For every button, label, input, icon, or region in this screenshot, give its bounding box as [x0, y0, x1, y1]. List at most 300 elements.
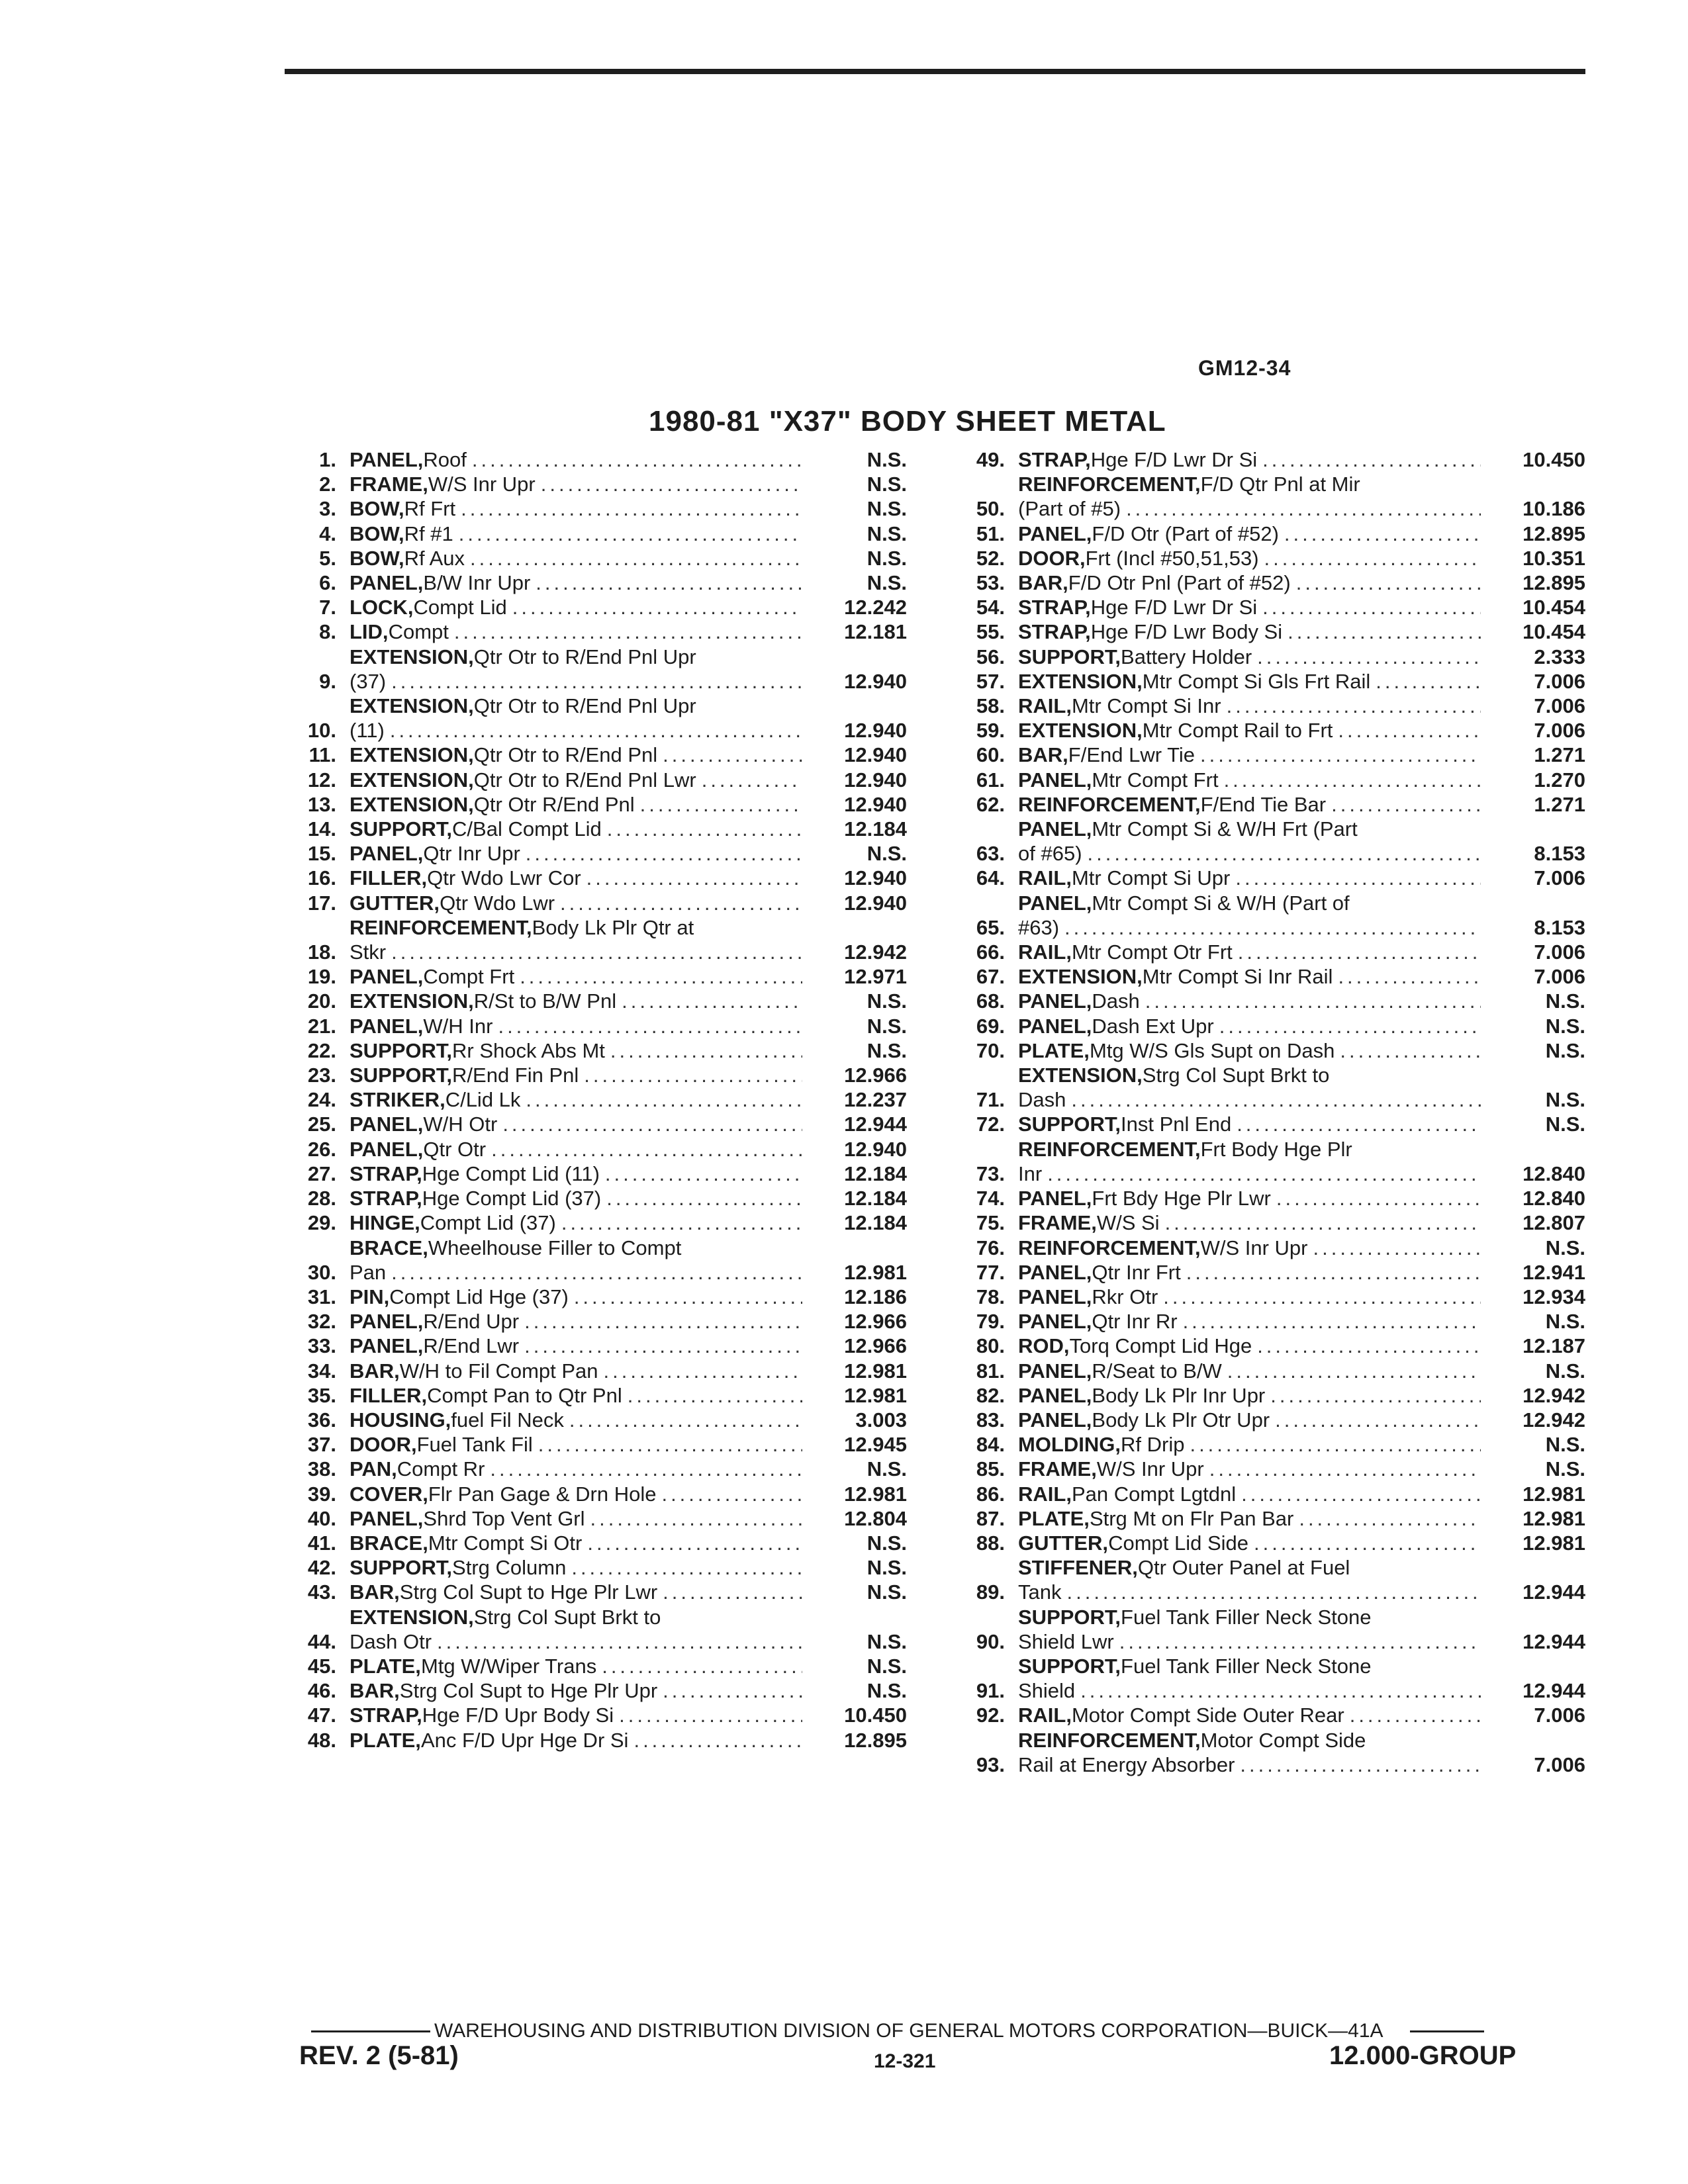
parts-list-item	[933, 1210, 1585, 1235]
parts-list-item	[933, 694, 1585, 718]
item-description	[350, 1703, 808, 1727]
item-reference: 12.242	[844, 596, 907, 619]
item-category: REINFORCEMENT,	[1018, 473, 1201, 496]
parts-list-item	[933, 989, 1585, 1013]
item-category: PANEL,	[1018, 1310, 1092, 1334]
item-category: PANEL,	[1018, 1187, 1092, 1210]
item-number: 53.	[976, 571, 1005, 595]
item-number: 64.	[976, 866, 1005, 890]
item-description	[1018, 669, 1486, 694]
item-text: Dash Ext Upr	[1092, 1014, 1214, 1038]
item-line	[350, 1038, 808, 1063]
parts-list-item	[265, 472, 907, 496]
item-description	[350, 1482, 808, 1506]
parts-list-item	[933, 768, 1585, 792]
item-category: STIFFENER,	[1018, 1556, 1138, 1580]
item-number: 44.	[307, 1629, 336, 1653]
parts-list-item	[265, 1087, 907, 1112]
item-number: 29.	[307, 1211, 336, 1235]
leader-dots	[1288, 619, 1481, 644]
item-number: 71.	[976, 1088, 1005, 1112]
leader-dots	[526, 1087, 802, 1112]
item-category: BOW,	[350, 497, 404, 521]
item-line	[350, 496, 808, 521]
item-description	[350, 1014, 808, 1038]
item-text-continued: Tank	[1018, 1580, 1062, 1604]
item-text: C/Bal Compt Lid	[452, 817, 602, 841]
item-reference: 12.944	[1523, 1580, 1585, 1604]
parts-list-item	[265, 1678, 907, 1703]
item-line	[350, 619, 808, 644]
leader-dots	[1126, 496, 1481, 521]
item-text: F/End Tie Bar	[1200, 792, 1327, 816]
item-line	[350, 1678, 808, 1703]
item-reference: N.S.	[867, 1580, 907, 1604]
item-line	[1018, 522, 1486, 546]
item-text: Mtr Compt Si & W/H Frt (Part	[1092, 817, 1358, 841]
item-description	[350, 619, 808, 644]
item-line	[350, 1161, 808, 1186]
parts-list-item	[933, 1063, 1585, 1112]
parts-list-item	[265, 694, 907, 743]
item-text-continued: Dash	[1018, 1088, 1066, 1112]
item-text-continued: (11)	[350, 719, 385, 743]
item-line	[350, 989, 808, 1013]
leader-dots	[1119, 1629, 1481, 1654]
item-line	[1018, 595, 1486, 619]
item-line	[1018, 817, 1486, 841]
item-reference: 7.006	[1534, 694, 1585, 718]
item-number: 65.	[976, 915, 1005, 939]
parts-list-left	[265, 447, 907, 1752]
item-line	[350, 1408, 808, 1432]
item-description	[1018, 447, 1486, 472]
item-category: PIN,	[350, 1285, 390, 1308]
item-number: 11.	[308, 743, 336, 767]
item-reference: 12.981	[844, 1260, 907, 1284]
item-category: PANEL,	[350, 1014, 424, 1038]
item-text: Inst Pnl End	[1121, 1113, 1232, 1136]
item-reference: N.S.	[867, 522, 907, 545]
item-number: 56.	[976, 645, 1005, 668]
item-text: Anc F/D Upr Hge Dr Si	[420, 1728, 629, 1752]
item-text: Qtr Wdo Lwr Cor	[427, 866, 581, 890]
item-line	[1018, 472, 1486, 496]
item-reference: N.S.	[867, 1679, 907, 1703]
item-text: C/Lid Lk	[445, 1088, 521, 1112]
item-reference: 12.895	[844, 1728, 907, 1752]
item-number: 30.	[307, 1260, 336, 1284]
item-category: HINGE,	[350, 1211, 420, 1235]
item-description	[350, 841, 808, 866]
item-reference: 10.186	[1523, 497, 1585, 521]
item-number: 59.	[976, 719, 1005, 743]
item-category: STRAP,	[350, 1161, 422, 1185]
item-reference: 10.454	[1523, 620, 1585, 644]
parts-list-item	[265, 891, 907, 915]
item-category: FILLER,	[350, 1383, 428, 1407]
leader-dots	[538, 1432, 802, 1457]
item-category: SUPPORT,	[1018, 1113, 1121, 1136]
item-description	[350, 1038, 808, 1063]
item-number: 79.	[976, 1310, 1005, 1334]
footer-division: WAREHOUSING AND DISTRIBUTION DIVISION OF GENERAL MOTORS CORPORATION—BUICK—41A	[434, 2020, 1383, 2042]
item-description	[1018, 817, 1486, 866]
item-reference: N.S.	[867, 1556, 907, 1580]
item-text: Qtr Otr to R/End Pnl Upr	[473, 694, 696, 718]
parts-list-item	[265, 1236, 907, 1285]
leader-dots	[459, 522, 802, 546]
item-reference: 12.807	[1523, 1211, 1585, 1235]
item-number: 34.	[307, 1359, 336, 1383]
item-text: Strg Column	[452, 1556, 567, 1580]
item-description	[350, 595, 808, 619]
item-category: EXTENSION,	[350, 768, 474, 792]
item-reference: 12.981	[1523, 1482, 1585, 1506]
item-text: Mtg W/S Gls Supt on Dash	[1089, 1038, 1335, 1062]
parts-list-item	[933, 866, 1585, 890]
item-category: HOUSING,	[350, 1408, 451, 1432]
item-category: PANEL,	[1018, 1285, 1092, 1308]
item-line	[350, 1236, 808, 1260]
item-text: Mtr Compt Si Upr	[1071, 866, 1231, 890]
item-line	[350, 1605, 808, 1629]
item-text: Mtr Compt Si & W/H (Part of	[1092, 891, 1350, 915]
item-line	[1018, 1457, 1486, 1481]
item-number: 1.	[319, 448, 336, 471]
item-number: 43.	[307, 1580, 336, 1604]
item-reference: 7.006	[1534, 866, 1585, 890]
item-category: PANEL,	[1018, 1359, 1092, 1383]
parts-list-right	[933, 447, 1585, 1777]
item-reference: 7.006	[1534, 1752, 1585, 1776]
item-text: Mtr Compt Si Otr	[428, 1531, 583, 1555]
item-reference: 8.153	[1534, 915, 1585, 939]
parts-list-item	[265, 1605, 907, 1654]
item-reference: 12.804	[844, 1506, 907, 1530]
leader-dots	[1227, 1359, 1481, 1383]
item-number: 21.	[307, 1014, 336, 1038]
item-category: RAIL,	[1018, 940, 1072, 964]
item-reference: N.S.	[867, 546, 907, 570]
parts-list-item	[265, 1728, 907, 1752]
parts-list-item	[933, 1038, 1585, 1063]
item-description	[350, 472, 808, 496]
item-line-continued	[350, 940, 808, 964]
item-reference: 12.971	[844, 965, 907, 989]
item-line	[1018, 1506, 1486, 1531]
item-reference: 12.940	[844, 1137, 907, 1161]
item-number: 13.	[307, 792, 336, 816]
item-description	[350, 694, 808, 743]
item-number: 24.	[307, 1088, 336, 1112]
leader-dots	[619, 1703, 802, 1727]
leader-dots	[391, 940, 802, 964]
item-category: EXTENSION,	[350, 1605, 474, 1629]
item-text: W/H to Fil Compt Pan	[399, 1359, 598, 1383]
item-line	[350, 1137, 808, 1161]
item-reference: 12.184	[844, 1187, 907, 1210]
item-category: ROD,	[1018, 1334, 1070, 1358]
footer-division-line	[311, 2020, 1556, 2042]
item-number: 28.	[307, 1187, 336, 1210]
item-category: BAR,	[1018, 571, 1068, 595]
item-reference: 10.450	[1523, 448, 1585, 471]
item-reference: N.S.	[1545, 1359, 1585, 1383]
item-category: FRAME,	[350, 473, 428, 496]
item-line	[1018, 1482, 1486, 1506]
footer-revision: REV. 2 (5-81)	[299, 2041, 459, 2070]
item-reference: 12.944	[1523, 1629, 1585, 1653]
leader-dots	[1313, 1236, 1481, 1260]
item-category: EXTENSION,	[1018, 669, 1143, 693]
item-category: SUPPORT,	[350, 1064, 453, 1087]
leader-dots	[571, 1555, 802, 1580]
leader-dots	[491, 1137, 802, 1161]
item-line-continued	[350, 718, 808, 743]
parts-list-item	[265, 1186, 907, 1210]
leader-dots	[587, 1531, 802, 1555]
item-description	[350, 964, 808, 989]
item-description	[1018, 792, 1486, 817]
item-text: W/H Inr	[423, 1014, 493, 1038]
item-text: Frt Bdy Hge Plr Lwr	[1092, 1187, 1271, 1210]
parts-list-item	[265, 1137, 907, 1161]
item-category: PANEL,	[350, 1113, 424, 1136]
item-reference: N.S.	[1545, 1088, 1585, 1112]
item-line	[350, 1482, 808, 1506]
leader-dots	[1066, 1580, 1481, 1604]
item-description	[350, 496, 808, 521]
item-description	[350, 570, 808, 595]
item-number: 10.	[307, 719, 336, 743]
item-number: 15.	[307, 842, 336, 866]
parts-list-item	[265, 989, 907, 1013]
parts-list-item	[265, 595, 907, 619]
item-reference: 12.934	[1523, 1285, 1585, 1308]
parts-list-item	[265, 546, 907, 570]
item-line	[350, 1654, 808, 1678]
item-category: BRACE,	[350, 1236, 428, 1259]
item-text: Hge Compt Lid (11)	[422, 1161, 600, 1185]
item-line	[1018, 669, 1486, 694]
item-line	[350, 891, 808, 915]
parts-list-item	[265, 522, 907, 546]
leader-dots	[1047, 1161, 1481, 1186]
item-text: Dash	[1092, 989, 1140, 1013]
item-category: GUTTER,	[1018, 1531, 1109, 1555]
leader-dots	[702, 768, 802, 792]
parts-list-item	[265, 1457, 907, 1481]
item-number: 80.	[976, 1334, 1005, 1358]
item-number: 40.	[307, 1506, 336, 1530]
item-text: Mtr Compt Rail to Frt	[1142, 719, 1333, 743]
parts-list-item	[265, 1063, 907, 1087]
item-line	[350, 1432, 808, 1457]
item-text-continued: Pan	[350, 1260, 387, 1284]
item-reference: 7.006	[1534, 940, 1585, 964]
item-reference: 1.271	[1534, 743, 1585, 767]
item-reference: 3.003	[855, 1408, 907, 1432]
item-category: LID,	[350, 620, 389, 644]
item-description	[1018, 1531, 1486, 1555]
leader-dots	[470, 546, 802, 570]
parts-list-item	[933, 522, 1585, 546]
parts-list-item	[933, 891, 1585, 940]
item-number: 87.	[976, 1506, 1005, 1530]
item-text: Hge F/D Upr Body Si	[422, 1704, 614, 1727]
item-line	[1018, 1137, 1486, 1161]
item-description	[1018, 1432, 1486, 1457]
item-line	[1018, 1432, 1486, 1457]
leader-dots	[390, 718, 802, 743]
item-description	[350, 1236, 808, 1285]
item-line	[1018, 619, 1486, 644]
item-category: PANEL,	[350, 1310, 424, 1334]
item-text: W/S Inr Upr	[1096, 1457, 1204, 1481]
item-reference: 12.940	[844, 792, 907, 816]
item-text: Strg Col Supt Brkt to	[1142, 1064, 1330, 1087]
item-text: Qtr Otr to R/End Pnl	[473, 743, 658, 767]
item-reference: 12.944	[844, 1113, 907, 1136]
leader-dots	[490, 1457, 802, 1481]
item-number: 35.	[307, 1383, 336, 1407]
parts-list-item	[265, 1285, 907, 1309]
item-line	[350, 1506, 808, 1531]
item-category: REINFORCEMENT,	[350, 915, 532, 939]
item-category: REINFORCEMENT,	[1018, 1137, 1201, 1161]
item-line	[350, 570, 808, 595]
item-line	[350, 1457, 808, 1481]
item-description	[350, 768, 808, 792]
item-reference: 7.006	[1534, 965, 1585, 989]
item-description	[350, 1654, 808, 1678]
item-category: STRAP,	[1018, 596, 1091, 619]
leader-dots	[628, 1383, 802, 1408]
item-category: PANEL,	[350, 965, 424, 989]
item-reference: 12.942	[844, 940, 907, 964]
footer-page-number: 12-321	[874, 2050, 936, 2072]
parts-list-item	[933, 1432, 1585, 1457]
item-description	[350, 915, 808, 964]
parts-list-item	[933, 1506, 1585, 1531]
item-reference: 1.270	[1534, 768, 1585, 792]
leader-dots	[606, 1186, 802, 1210]
item-line	[350, 1334, 808, 1358]
item-text: Qtr Otr R/End Pnl	[473, 792, 635, 816]
item-category: EXTENSION,	[1018, 1064, 1143, 1087]
parts-list-item	[933, 1531, 1585, 1555]
item-line	[350, 1112, 808, 1136]
leader-dots	[1338, 964, 1481, 989]
parts-list-item	[265, 964, 907, 989]
item-number: 91.	[976, 1679, 1005, 1703]
item-text-continued: of #65)	[1018, 842, 1082, 866]
leader-dots	[1275, 1408, 1481, 1432]
item-description	[1018, 1210, 1486, 1235]
leader-dots	[1238, 940, 1481, 964]
item-reference: N.S.	[867, 1629, 907, 1653]
parts-list-item	[933, 792, 1585, 817]
item-category: EXTENSION,	[1018, 965, 1143, 989]
item-number: 39.	[307, 1482, 336, 1506]
leader-dots	[454, 619, 802, 644]
item-number: 5.	[319, 546, 336, 570]
parts-list-item	[265, 866, 907, 890]
item-text-continued: (Part of #5)	[1018, 497, 1121, 521]
item-category: DOOR,	[1018, 546, 1086, 570]
item-description	[1018, 694, 1486, 718]
item-number: 49.	[976, 448, 1005, 471]
item-description	[350, 546, 808, 570]
item-number: 77.	[976, 1260, 1005, 1284]
parts-list-item	[933, 817, 1585, 866]
parts-list-item	[265, 1210, 907, 1235]
item-text: Rf Aux	[404, 546, 465, 570]
item-reference: 12.940	[844, 719, 907, 743]
item-number: 38.	[307, 1457, 336, 1481]
item-description	[350, 1161, 808, 1186]
item-description	[1018, 1260, 1486, 1285]
item-description	[1018, 964, 1486, 989]
item-text: Compt Lid Hge (37)	[389, 1285, 569, 1308]
leader-dots	[1219, 1014, 1481, 1038]
leader-dots	[437, 1629, 802, 1654]
item-number: 46.	[307, 1679, 336, 1703]
leader-dots	[512, 595, 802, 619]
item-number: 2.	[319, 473, 336, 496]
item-reference: N.S.	[867, 473, 907, 496]
item-line	[1018, 1605, 1486, 1629]
item-reference: 8.153	[1534, 842, 1585, 866]
item-reference: 10.450	[844, 1704, 907, 1727]
parts-list-item	[933, 1014, 1585, 1038]
item-text: R/End Fin Pnl	[452, 1064, 579, 1087]
item-reference: 12.944	[1523, 1679, 1585, 1703]
item-text: W/S Si	[1096, 1211, 1160, 1235]
item-reference: N.S.	[867, 1014, 907, 1038]
item-text: Frt (Incl #50,51,53)	[1085, 546, 1259, 570]
item-text: Mtr Compt Si Gls Frt Rail	[1142, 669, 1371, 693]
item-number: 42.	[307, 1556, 336, 1580]
item-line-continued	[1018, 915, 1486, 940]
item-line-continued	[1018, 1161, 1486, 1186]
item-text: Mtr Compt Si Inr Rail	[1142, 965, 1333, 989]
parts-list-item	[265, 1112, 907, 1136]
parts-list-item	[265, 1383, 907, 1408]
item-text: Fuel Tank Filler Neck Stone	[1121, 1605, 1372, 1629]
item-number: 85.	[976, 1457, 1005, 1481]
leader-dots	[1064, 915, 1481, 940]
leader-dots	[1224, 768, 1481, 792]
item-description	[1018, 866, 1486, 890]
parts-list-item	[265, 1506, 907, 1531]
item-line	[1018, 694, 1486, 718]
item-text: Battery Holder	[1121, 645, 1252, 668]
item-category: PAN,	[350, 1457, 397, 1481]
item-reference: N.S.	[867, 1457, 907, 1481]
item-line	[350, 1186, 808, 1210]
item-text: Fuel Tank Filler Neck Stone	[1121, 1654, 1372, 1678]
parts-list-item	[265, 1038, 907, 1063]
item-category: PLATE,	[1018, 1038, 1090, 1062]
item-category: RAIL,	[1018, 1482, 1072, 1506]
item-text: Compt Lid (37)	[420, 1211, 556, 1235]
item-text: Rf Drip	[1121, 1433, 1185, 1457]
item-number: 55.	[976, 620, 1005, 644]
item-text: Motor Compt Side Outer Rear	[1071, 1704, 1344, 1727]
leader-dots	[1338, 718, 1481, 743]
